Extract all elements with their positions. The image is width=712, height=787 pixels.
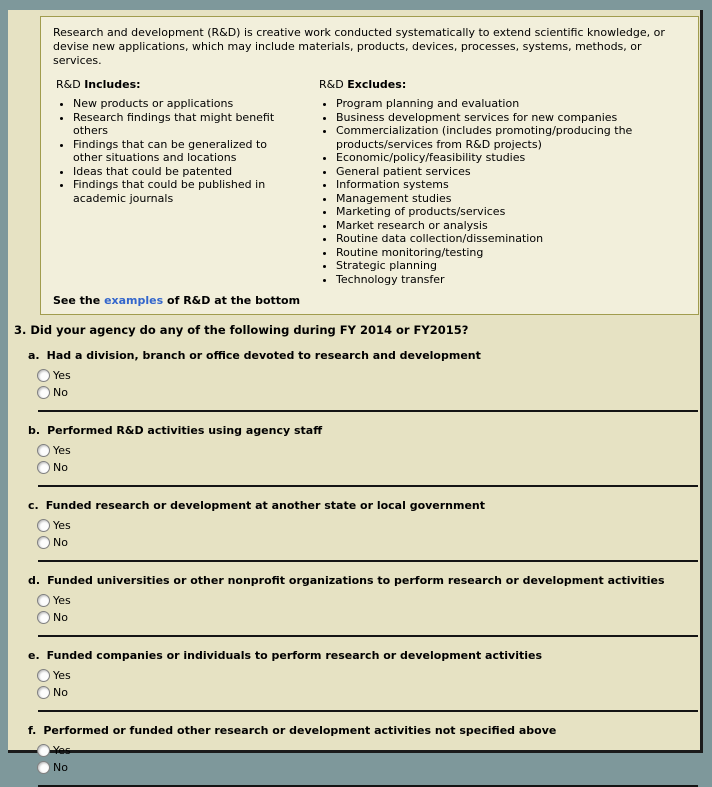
sub-question-text: Performed R&D activities using agency staff [47, 424, 323, 437]
sub-question-heading [28, 649, 700, 662]
section-divider [38, 635, 698, 637]
rd-excludes-list [319, 97, 686, 286]
list-item: • General patient services [336, 165, 658, 179]
rd-includes-heading: R&D Includes: [56, 78, 141, 91]
option-row-yes[interactable] [37, 444, 700, 457]
option-label-yes: Yes [53, 444, 71, 457]
list-item: • Information systems [336, 178, 658, 192]
sub-question-letter: d. [28, 574, 41, 587]
section-divider [38, 560, 698, 562]
radio-yes-icon[interactable] [37, 444, 50, 457]
option-label-no: No [53, 611, 68, 624]
list-item: • Economic/policy/feasibility studies [336, 151, 658, 165]
includes-excludes-columns [53, 78, 686, 286]
radio-yes-icon[interactable] [37, 744, 50, 757]
list-item: • Business development services for new companies [336, 111, 658, 125]
sub-question-text: Performed or funded other research or development activities not specified above [43, 724, 557, 737]
option-label-no: No [53, 461, 68, 474]
option-row-yes[interactable] [37, 744, 700, 757]
sub-question-letter: a. [28, 349, 40, 362]
sub-question-d [8, 574, 700, 637]
option-row-yes[interactable] [37, 369, 700, 382]
radio-no-icon[interactable] [37, 386, 50, 399]
section-divider [38, 485, 698, 487]
sub-question-text: Had a division, branch or office devoted to research and development [46, 349, 481, 362]
sub-question-text: Funded research or development at another state or local government [45, 499, 486, 512]
sub-question-heading [28, 424, 700, 437]
radio-yes-icon[interactable] [37, 669, 50, 682]
rd-excludes-heading: R&D Excludes: [319, 78, 407, 91]
section-divider [38, 410, 698, 412]
option-row-no[interactable] [37, 686, 700, 699]
sub-question-b [8, 424, 700, 487]
option-row-no[interactable] [37, 461, 700, 474]
rd-definition-text: Research and development (R&D) is creative work conducted systematically to extend scientific knowledge, or devise new applications, which may include materials, products, devices, processes, systems, methods, or services. [53, 26, 665, 67]
sub-question-letter: f. [28, 724, 37, 737]
radio-yes-icon[interactable] [37, 594, 50, 607]
option-label-no: No [53, 536, 68, 549]
radio-yes-icon[interactable] [37, 519, 50, 532]
sub-question-letter: e. [28, 649, 40, 662]
option-row-yes[interactable] [37, 669, 700, 682]
list-item: • Program planning and evaluation [336, 97, 658, 111]
list-item: • Commercialization (includes promoting/producing the products/services from R&D projects) [336, 124, 658, 151]
radio-no-icon[interactable] [37, 461, 50, 474]
sub-question-letter: b. [28, 424, 41, 437]
sub-question-a [8, 349, 700, 412]
option-row-no[interactable] [37, 536, 700, 549]
rd-definition-box [40, 16, 699, 315]
option-label-no: No [53, 686, 68, 699]
sub-question-heading [28, 574, 700, 587]
question-text: Did your agency do any of the following during FY 2014 or FY2015? [30, 323, 469, 337]
sub-question-text: Funded universities or other nonprofit organizations to perform research or development activities [47, 574, 665, 587]
sub-question-heading [28, 724, 700, 737]
survey-page [8, 10, 703, 774]
question-number: 3. [14, 323, 27, 337]
list-item: • Findings that can be generalized to other situations and locations [73, 138, 298, 165]
option-row-yes[interactable] [37, 594, 700, 607]
examples-link[interactable]: examples [104, 294, 164, 307]
sub-question-text: Funded companies or individuals to perform research or development activities [46, 649, 543, 662]
radio-no-icon[interactable] [37, 611, 50, 624]
sub-question-heading [28, 499, 700, 512]
rd-includes-list [56, 97, 319, 205]
list-item: • Routine data collection/dissemination [336, 232, 658, 246]
sub-question-e [8, 649, 700, 712]
section-divider [38, 710, 698, 712]
list-item: • Findings that could be published in academic journals [73, 178, 298, 205]
sub-question-f [8, 724, 700, 787]
list-item: • Routine monitoring/testing [336, 246, 658, 260]
list-item: • Market research or analysis [336, 219, 658, 233]
examples-note: See the examples of R&D at the bottom [53, 294, 301, 307]
sub-question-heading [28, 349, 700, 362]
radio-yes-icon[interactable] [37, 369, 50, 382]
radio-no-icon[interactable] [37, 686, 50, 699]
list-item: • Ideas that could be patented [73, 165, 298, 179]
option-row-no[interactable] [37, 761, 700, 774]
list-item: • Marketing of products/services [336, 205, 658, 219]
list-item: • New products or applications [73, 97, 298, 111]
list-item: • Strategic planning [336, 259, 658, 273]
option-label-yes: Yes [53, 744, 71, 757]
list-item: • Technology transfer [336, 273, 658, 287]
sub-question-c [8, 499, 700, 562]
radio-no-icon[interactable] [37, 761, 50, 774]
rd-includes-column [56, 78, 319, 286]
option-label-yes: Yes [53, 594, 71, 607]
option-label-yes: Yes [53, 519, 71, 532]
option-row-no[interactable] [37, 386, 700, 399]
rd-excludes-column [319, 78, 686, 286]
option-label-yes: Yes [53, 369, 71, 382]
option-label-yes: Yes [53, 669, 71, 682]
question-3-heading [14, 323, 700, 337]
sub-question-letter: c. [28, 499, 39, 512]
list-item: • Research findings that might benefit others [73, 111, 298, 138]
list-item: • Management studies [336, 192, 658, 206]
option-label-no: No [53, 761, 68, 774]
option-row-yes[interactable] [37, 519, 700, 532]
radio-no-icon[interactable] [37, 536, 50, 549]
option-label-no: No [53, 386, 68, 399]
option-row-no[interactable] [37, 611, 700, 624]
